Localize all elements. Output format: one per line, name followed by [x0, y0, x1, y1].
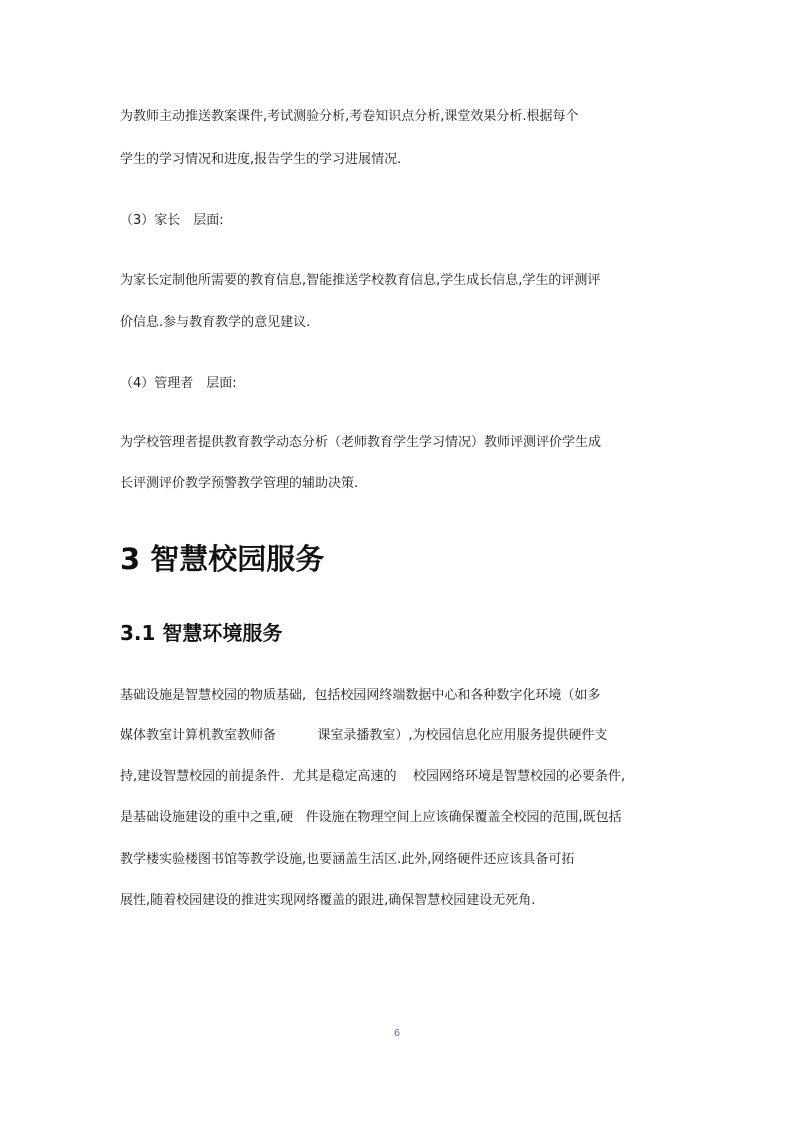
- parent-heading: （3）家长 层面:: [120, 213, 224, 228]
- manager-heading: （4）管理者 层面:: [120, 376, 237, 391]
- page-number: 6: [393, 1028, 401, 1039]
- environment-paragraph-line-6: 展性,随着校园建设的推进实现网络覆盖的跟进,确保智慧校园建设无死角.: [120, 893, 536, 908]
- environment-paragraph-line-5: 教学楼实验楼图书馆等教学设施,也要涵盖生活区.此外,网络硬件还应该具备可拓: [120, 852, 575, 867]
- teacher-paragraph-line-1: 为教师主动推送教案课件,考试测验分析,考卷知识点分析,课堂效果分析.根据每个: [120, 109, 579, 124]
- environment-paragraph-line-3: 持,建设智慧校园的前提条件. 尤其是稳定高速的 校园网络环境是智慧校园的必要条件,: [120, 769, 626, 784]
- section-3-1-heading: 3.1 智慧环境服务: [120, 621, 283, 645]
- manager-paragraph-line-1: 为学校管理者提供教育教学动态分析（老师教育学生学习情况）教师评测评价学生成: [120, 435, 602, 450]
- parent-paragraph-line-2: 价信息.参与教育教学的意见建议.: [120, 315, 311, 330]
- parent-paragraph-line-1: 为家长定制他所需要的教育信息,智能推送学校教育信息,学生成长信息,学生的评测评: [120, 273, 601, 288]
- section-3-heading: 3 智慧校园服务: [120, 542, 325, 576]
- environment-paragraph-line-2: 媒体教室计算机教室教师备 课室录播教室）,为校园信息化应用服务提供硬件支: [120, 728, 608, 743]
- environment-paragraph-line-1: 基础设施是智慧校园的物质基础, 包括校园网终端数据中心和各种数字化环境（如多: [120, 688, 601, 703]
- environment-paragraph-line-4: 是基础设施建设的重中之重,硬 件设施在物理空间上应该确保覆盖全校园的范围,既包括: [120, 810, 622, 825]
- teacher-paragraph-line-2: 学生的学习情况和进度,报告学生的学习进展情况.: [120, 152, 402, 167]
- manager-paragraph-line-2: 长评测评价教学预警教学管理的辅助决策.: [120, 476, 359, 491]
